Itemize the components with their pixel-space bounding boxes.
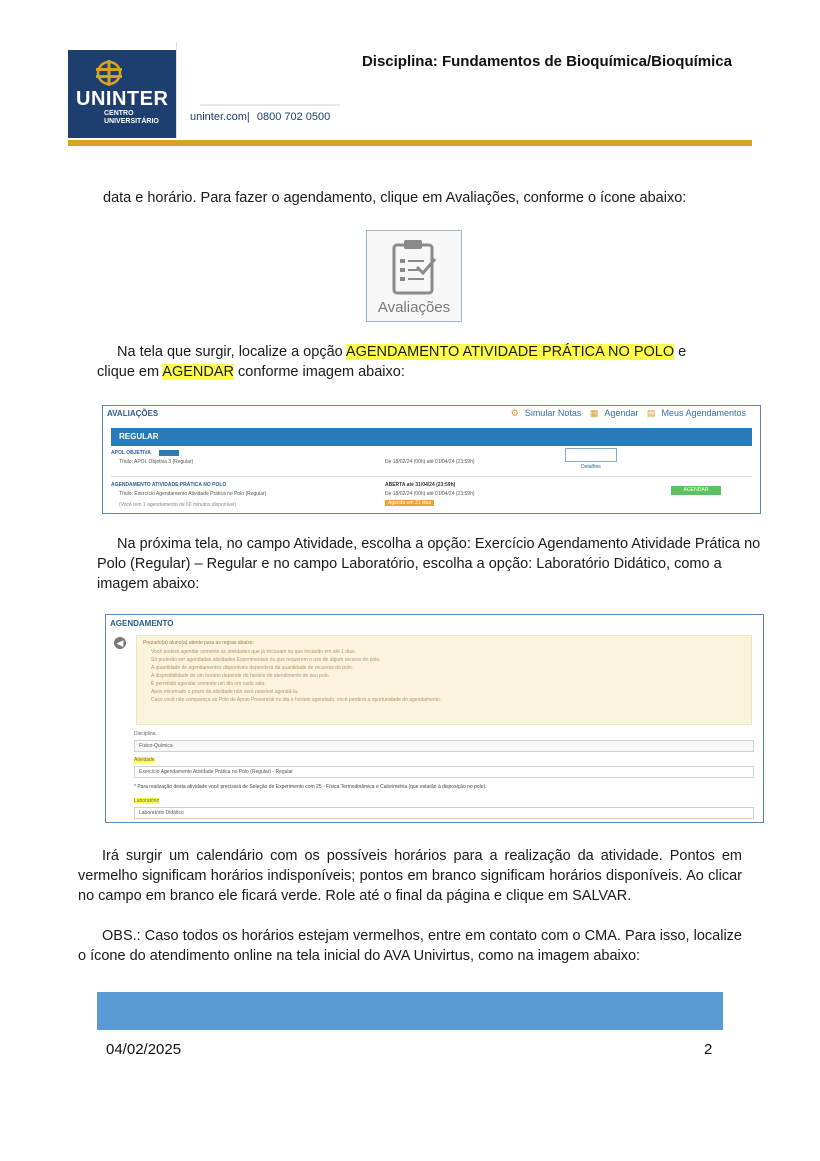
highlight-agendamento: AGENDAMENTO ATIVIDADE PRÁTICA NO POLO [345,344,675,360]
divider [176,42,177,138]
row2-subtitle: Título: Exercício Agendamento Atividade Prática no Polo (Regular) [119,491,267,497]
header-rule [68,140,752,146]
notice-line: A quantidade de agendamentos disponíveis dependerá da quantidade de recursos do polo. [151,665,354,671]
band-label: REGULAR [119,432,159,441]
avaliacoes-label: Avaliações [377,299,451,316]
p2-text: clique em [97,364,163,380]
paragraph-2 [97,342,757,382]
atividade-label: Atividade [134,757,155,763]
row2-dates: De 18/02/24 (00h) até 01/04/24 (23:59h) [385,491,475,497]
menu-simular-notas[interactable]: Simular Notas [524,408,582,418]
row1-input[interactable] [565,448,617,462]
ava-header-image [97,992,723,1030]
paragraph-1: data e horário. Para fazer o agendamento, clique em Avaliações, conforme o ícone abaixo: [103,190,687,206]
regular-band [111,428,752,446]
notice-line: É permitido agendar somente um dia em cada sala. [151,681,266,687]
disciplina-label: Disciplina [134,731,156,737]
notice-head: Prezado(a) aluno(a) atente para as regras abaixo: [143,640,254,646]
p2-text: conforme imagem abaixo: [234,364,405,380]
laboratorio-value: Laboratório Didático [139,810,184,816]
disciplina-value: Físico-Química [139,743,173,749]
back-arrow-icon[interactable]: ◀ [114,637,126,649]
agendar-button[interactable]: AGENDAR [671,486,721,495]
shot2-title: AGENDAMENTO [110,619,174,628]
clipboard-check-icon [389,237,439,297]
shot1-menu [505,408,746,419]
row-divider [111,476,752,477]
list-icon: ▤ [646,408,656,418]
row1-dates: De 18/02/24 (00h) até 01/04/24 (23:59h) [385,459,475,465]
notice-line: A disponibilidade de um horário depende do horário de atendimento do seu polo. [151,673,331,679]
divider [200,104,340,106]
phone-number: 0800 702 0500 [256,111,331,123]
logo-subtitle: CENTRO UNIVERSITÁRIO [104,110,159,125]
notice-line: Você poderá agendar somente as atividades que já iniciaram ou que iniciarão em até 1 dias. [151,649,356,655]
calculator-icon: ⚙ [510,408,519,418]
shot1-title: AVALIAÇÕES [107,409,159,418]
row1-details-link[interactable]: Detalhes [581,464,601,470]
calendar-icon: ▦ [589,408,599,418]
row2-badge: Agenda em 21 dias [385,500,434,506]
highlight-agendar: AGENDAR [162,364,235,380]
screenshot-avaliacoes [102,405,761,514]
p2-text: e [674,344,687,360]
row1-subtitle: Título: APOL Objetiva 3 (Regular) [119,459,194,465]
p2-text: Na tela que surgir, localize a opção [117,344,346,360]
row2-title: AGENDAMENTO ATIVIDADE PRÁTICA NO POLO [111,482,227,488]
laboratorio-label: Laboratório [134,798,160,804]
discipline-title: Disciplina: Fundamentos de Bioquímica/Bioquímica [361,53,732,70]
atividade-value: Exercício Agendamento Atividade Prática no Polo (Regular) - Regular [139,769,293,775]
menu-meus-agendamentos[interactable]: Meus Agendamentos [661,408,746,418]
notice-line: Após encerrado o prazo da atividade não será possível agendá-la. [151,689,299,695]
laboratorio-select[interactable] [134,807,754,819]
atividade-select[interactable] [134,766,754,778]
globe-icon [92,58,126,88]
atividade-note: * Para realização desta atividade você precisará de Seleção de Experimento com 25 - Física Termodinâmica e Calorimetria (que estarão à disposição no polo). [134,784,487,790]
site-link[interactable]: uninter.com [190,111,247,123]
menu-agendar[interactable]: Agendar [604,408,639,418]
rules-notice [136,635,752,725]
logo-brand: UNINTER [76,88,169,110]
screenshot-agendamento [105,614,764,823]
paragraph-3: Na próxima tela, no campo Atividade, escolha a opção: Exercício Agendamento Atividade Prática no Polo (Regular) – Regular e no campo Laboratório, escolha a opção: Laboratório Didático, como a imagem abaixo: [97,536,761,592]
row1-badge [159,450,179,456]
paragraph-4: Irá surgir um calendário com os possíveis horários para a realização da atividade. Pontos em vermelho significam horários indisponíveis; pontos em branco significam horários disponíveis. Ao clicar no campo em branco ele ficará verde. Role até o final da página e clique em SALVAR. [78,848,742,904]
notice-line: Só poderão ser agendadas atividades Experimentais ou que requerem o uso de algum recurso do polo. [151,657,381,663]
row1-title: APOL OBJETIVA [111,450,151,456]
avaliacoes-icon-image [366,230,462,322]
row2-status: ABERTA até 31/04/24 (23:59h) [385,482,456,488]
page-number: 2 [704,1041,713,1058]
row2-note: (Você tem 1 agendamento de 60 minutos disponível) [119,502,237,508]
paragraph-5: OBS.: Caso todos os horários estejam vermelhos, entre em contato com o CMA. Para isso, localize o ícone do atendimento online na tela inicial do AVA Univirtus, como na imagem abaixo: [78,928,742,964]
notice-line: Caso você não compareça ao Polo de Apoio Presencial no dia e horário agendado, você perderá a oportunidade do agendamento. [151,697,442,703]
contact-line: uninter.com|0800 702 0500 [190,111,331,123]
disciplina-select[interactable] [134,740,754,752]
footer-date: 04/02/2025 [106,1041,182,1058]
uninter-logo [68,50,176,138]
